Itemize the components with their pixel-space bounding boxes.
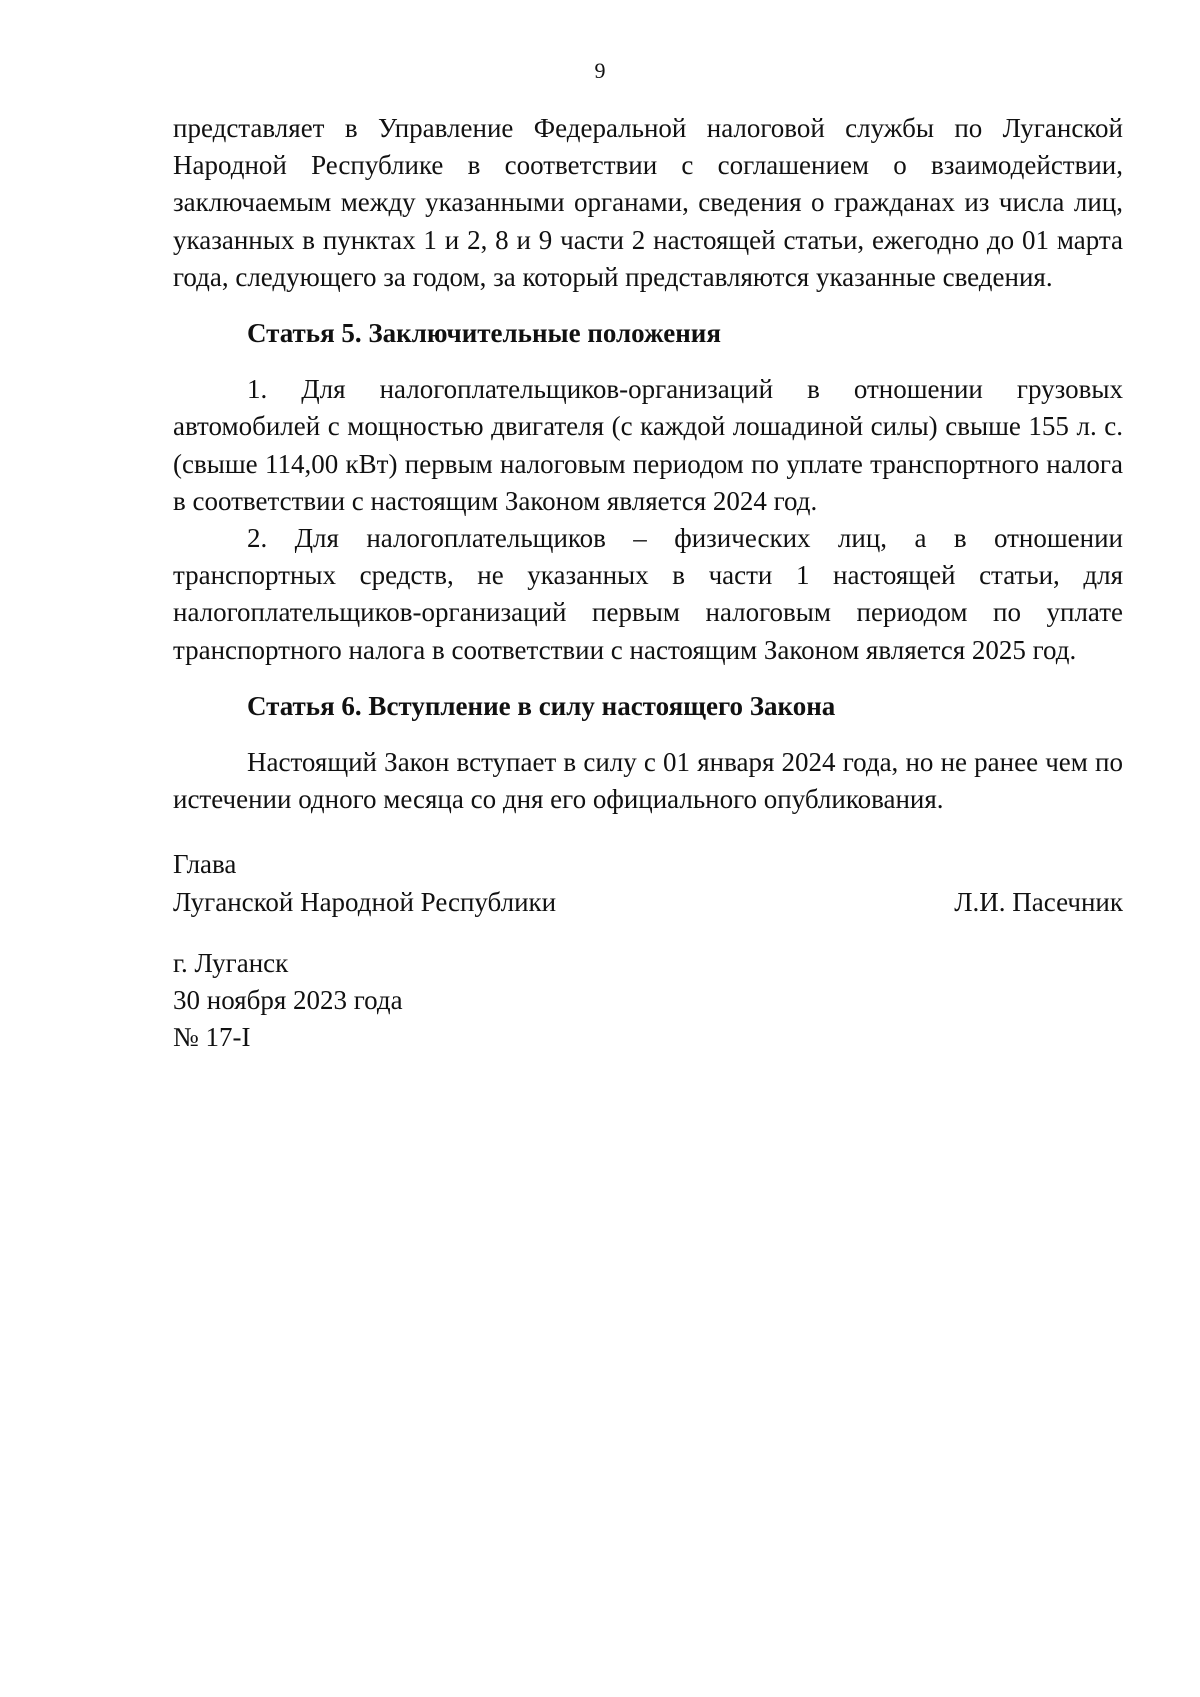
place-date-block xyxy=(173,945,1123,1057)
article-6-paragraph-1: Настоящий Закон вступает в силу с 01 января 2024 года, но не ранее чем по истечении одного месяца со дня его официального опубликования. xyxy=(173,747,1123,815)
article-5-paragraph-1: 1. Для налогоплательщиков-организаций в отношении грузовых автомобилей с мощностью двигателя (с каждой лошадиной силы) свыше 155 л. с. (свыше 114,00 кВт) первым налоговым периодом по уплате транспортного налога в соответствии с настоящим Законом является 2024 год. xyxy=(173,374,1123,516)
date-line: 30 ноября 2023 года xyxy=(173,985,403,1016)
signatory-name: Л.И. Пасечник xyxy=(954,886,1123,917)
document-body xyxy=(173,110,1123,1056)
article-5-heading: Статья 5. Заключительные положения xyxy=(247,318,721,349)
signature-block xyxy=(173,846,1123,920)
city-line: г. Луганск xyxy=(173,947,289,978)
page-number: 9 xyxy=(594,58,606,83)
law-number-line: № 17-I xyxy=(173,1022,251,1053)
article-6-heading: Статья 6. Вступление в силу настоящего Закона xyxy=(247,690,836,721)
signatory-title-line-2: Луганской Народной Республики xyxy=(173,886,557,917)
signatory-title-line-1: Глава xyxy=(173,849,237,880)
continuation-paragraph: представляет в Управление Федеральной налоговой службы по Луганской Народной Республике в соответствии с соглашением о взаимодействии, заключаемым между указанными органами, сведения о гражданах из числа лиц, указанных в пунктах 1 и 2, 8 и 9 части 2 настоящей статьи, ежегодно до 01 марта года, следующего за годом, за который представляются указанные сведения. xyxy=(173,113,1123,292)
signatory-row xyxy=(173,884,1123,921)
article-5-paragraph-2: 2. Для налогоплательщиков – физических лиц, а в отношении транспортных средств, не указанных в части 1 настоящей статьи, для налогоплательщиков-организаций первым налоговым периодом по уплате транспортного налога в соответствии с настоящим Законом является 2025 год. xyxy=(173,523,1123,665)
